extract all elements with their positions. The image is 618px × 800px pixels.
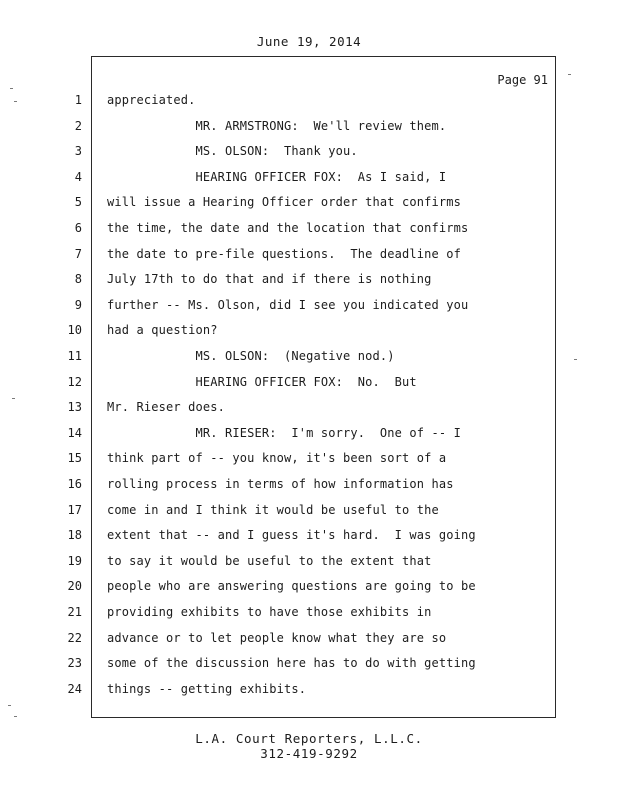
line-number: 2 <box>74 119 82 133</box>
transcript-line-text: think part of -- you know, it's been sort of a <box>107 451 447 465</box>
transcript-line-text: appreciated. <box>107 93 196 107</box>
transcript-line-text: MR. RIESER: I'm sorry. One of -- I <box>107 426 461 440</box>
line-number: 7 <box>74 247 82 261</box>
line-number: 12 <box>67 375 82 389</box>
line-number: 15 <box>67 451 82 465</box>
footer-company: L.A. Court Reporters, L.L.C. <box>195 731 423 746</box>
line-number: 10 <box>67 323 82 337</box>
transcript-line-text: MS. OLSON: (Negative nod.) <box>107 349 395 363</box>
transcript-line-text: HEARING OFFICER FOX: No. But <box>107 375 417 389</box>
line-number: 20 <box>67 579 82 593</box>
line-number: 5 <box>74 195 82 209</box>
transcript-line-text: July 17th to do that and if there is nothing <box>107 272 432 286</box>
transcript-line-text: had a question? <box>107 323 218 337</box>
line-number: 21 <box>67 605 82 619</box>
line-number: 3 <box>74 144 82 158</box>
line-number: 17 <box>67 503 82 517</box>
transcript-line-text: further -- Ms. Olson, did I see you indicated you <box>107 298 469 312</box>
transcript-line-text: people who are answering questions are going to be <box>107 579 476 593</box>
transcript-line-text: will issue a Hearing Officer order that confirms <box>107 195 461 209</box>
line-number: 9 <box>74 298 82 312</box>
transcript-line-text: advance or to let people know what they are so <box>107 631 447 645</box>
transcript-line-text: come in and I think it would be useful to the <box>107 503 439 517</box>
transcript-line-text: rolling process in terms of how information has <box>107 477 454 491</box>
line-number: 4 <box>74 170 82 184</box>
line-number: 8 <box>74 272 82 286</box>
footer-phone: 312-419-9292 <box>260 746 358 761</box>
transcript-line-text: the time, the date and the location that confirms <box>107 221 469 235</box>
line-number: 23 <box>67 656 82 670</box>
transcript-line-text: providing exhibits to have those exhibits in <box>107 605 432 619</box>
transcript-line-text: MR. ARMSTRONG: We'll review them. <box>107 119 447 133</box>
transcript-line-text: some of the discussion here has to do with getting <box>107 656 476 670</box>
line-number: 14 <box>67 426 82 440</box>
line-number: 22 <box>67 631 82 645</box>
line-number: 13 <box>67 400 82 414</box>
page-number-label: Page 91 <box>497 73 548 87</box>
line-number: 19 <box>67 554 82 568</box>
transcript-line-text: Mr. Rieser does. <box>107 400 225 414</box>
page-date-header: June 19, 2014 <box>256 34 362 49</box>
transcript-line-text: extent that -- and I guess it's hard. I was going <box>107 528 476 542</box>
line-number: 11 <box>67 349 82 363</box>
transcript-line-text: the date to pre-file questions. The deadline of <box>107 247 461 261</box>
line-number: 16 <box>67 477 82 491</box>
transcript-line-text: to say it would be useful to the extent that <box>107 554 432 568</box>
line-number: 18 <box>67 528 82 542</box>
transcript-line-text: MS. OLSON: Thank you. <box>107 144 358 158</box>
line-number: 6 <box>74 221 82 235</box>
transcript-line-text: things -- getting exhibits. <box>107 682 307 696</box>
transcript-line-text: HEARING OFFICER FOX: As I said, I <box>107 170 447 184</box>
line-number: 1 <box>74 93 82 107</box>
line-number: 24 <box>67 682 82 696</box>
